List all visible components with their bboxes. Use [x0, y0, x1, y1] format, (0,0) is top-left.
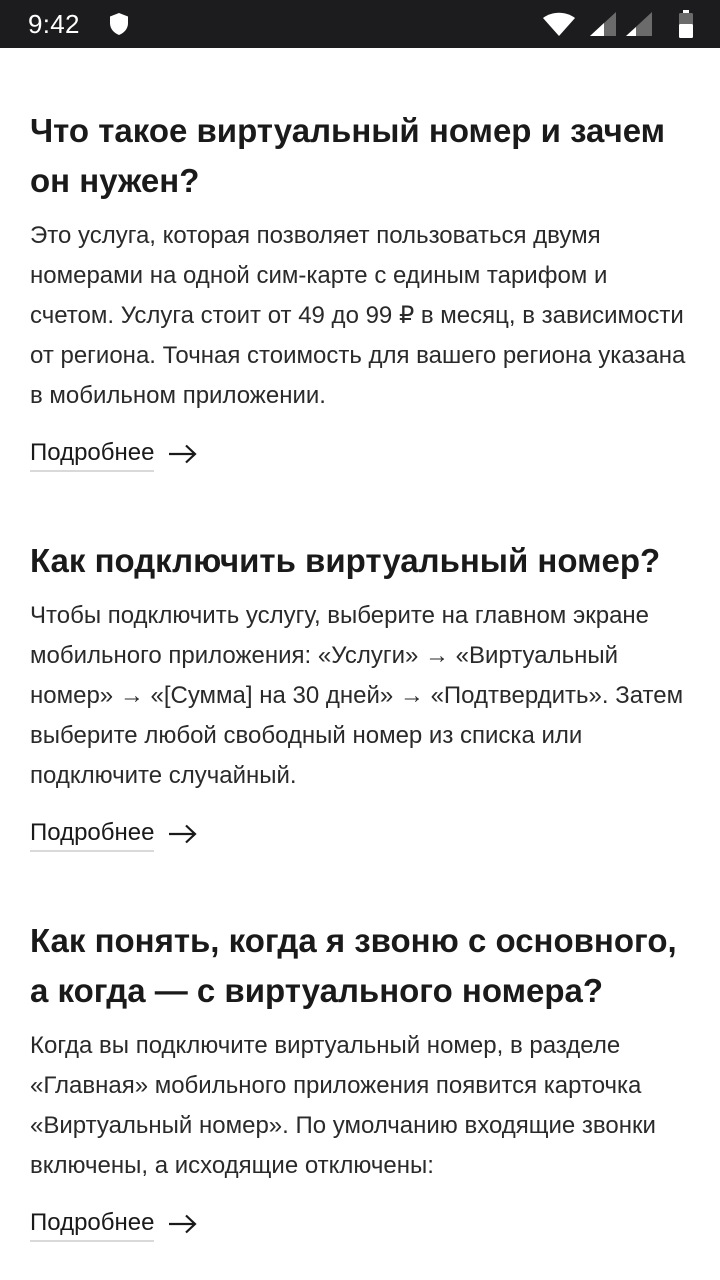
status-time: 9:42: [28, 9, 80, 39]
section-body: Чтобы подключить услугу, выберите на главном экране мобильного приложения: «Услуги» → «Виртуальный номер» → «[Сумма] на 30 дней» → «Подтвердить». Затем выберите любой свободный номер из списка или подключите случайный.: [30, 602, 684, 789]
arrow-right-icon: [168, 444, 198, 464]
section-title-text: Что такое виртуальный номер и зачем он нужен?: [30, 112, 665, 203]
signal-icon: [626, 12, 652, 36]
signal-icon: [590, 12, 616, 36]
more-link-label: Подробнее: [30, 436, 154, 472]
wifi-icon: [542, 12, 576, 36]
faq-section-virtual-number: [30, 106, 695, 472]
section-title-text: Как подключить виртуальный номер?: [30, 542, 660, 583]
section-title: [30, 916, 695, 1016]
section-title-text: Как понять, когда я звоню с основного, а когда — с виртуального номера?: [30, 922, 677, 1013]
more-link[interactable]: [30, 816, 198, 852]
more-link[interactable]: [30, 436, 198, 472]
faq-section-which-number: [30, 916, 695, 1242]
shield-icon: [108, 12, 130, 36]
battery-icon: [678, 10, 694, 38]
more-link[interactable]: [30, 1206, 198, 1242]
more-link-label: Подробнее: [30, 1206, 154, 1242]
arrow-right-icon: [168, 1214, 198, 1234]
section-body: Это услуга, которая позволяет пользоваться двумя номерами на одной сим-карте с единым тарифом и счетом. Услуга стоит от 49 до 99 ₽ в месяц, в зависимости от региона. Точная стоимость для вашего региона указана в мобильном приложении.: [30, 222, 686, 409]
faq-section-how-to-connect: [30, 536, 695, 852]
arrow-right-icon: [168, 824, 198, 844]
section-title: [30, 536, 695, 586]
section-body: Когда вы подключите виртуальный номер, в разделе «Главная» мобильного приложения появится карточка «Виртуальный номер». По умолчанию входящие звонки включены, а исходящие отключены:: [30, 1032, 656, 1179]
status-bar: [0, 0, 720, 48]
more-link-label: Подробнее: [30, 816, 154, 852]
section-title: [30, 106, 695, 206]
